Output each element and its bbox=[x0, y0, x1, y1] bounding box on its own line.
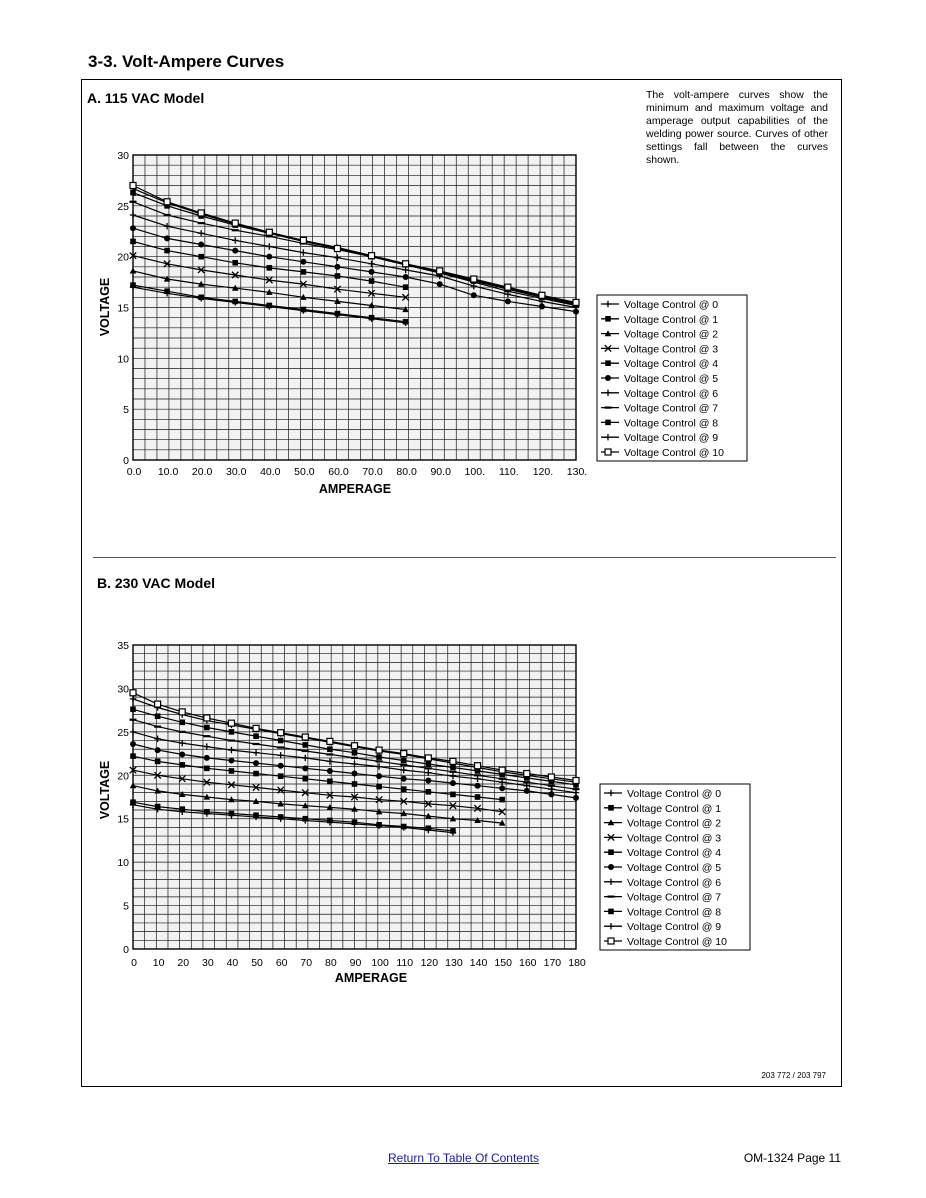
chart-a-legend-label: Voltage Control @ 2 bbox=[624, 328, 719, 341]
chart-b-legend-label: Voltage Control @ 1 bbox=[627, 802, 722, 815]
chart-a-data-point bbox=[232, 248, 238, 254]
chart-a-x-tick-label: 70.0 bbox=[362, 466, 383, 478]
chart-b-data-point bbox=[352, 750, 358, 756]
chart-b-data-point bbox=[130, 741, 136, 747]
chart-b-legend-marker bbox=[608, 805, 614, 811]
chart-b-data-point bbox=[204, 725, 210, 731]
chart-b-y-axis-title: VOLTAGE bbox=[98, 760, 112, 820]
chart-b-data-point bbox=[253, 771, 259, 777]
chart-a-y-tick-label: 15 bbox=[117, 302, 129, 315]
chart-b-legend-marker bbox=[608, 909, 614, 915]
chart-a-x-tick-label: 120. bbox=[532, 466, 554, 478]
chart-b-data-point bbox=[450, 792, 456, 798]
chart-a-data-point bbox=[369, 278, 375, 284]
chart-b-data-point bbox=[401, 776, 407, 782]
chart-a-data-point bbox=[505, 284, 511, 290]
chart-b-data-point bbox=[253, 725, 259, 731]
chart-a-data-point bbox=[335, 273, 341, 279]
chart-b-legend-label: Voltage Control @ 7 bbox=[627, 891, 722, 904]
chart-b-data-point bbox=[450, 780, 456, 786]
chart-b-data-point bbox=[204, 755, 210, 761]
chart-a-legend-label: Voltage Control @ 4 bbox=[624, 358, 719, 371]
chart-b-data-point bbox=[155, 701, 161, 707]
chart-a-x-tick-label: 80.0 bbox=[396, 466, 417, 478]
chart-a-data-point bbox=[403, 284, 409, 290]
chart-a-data-point bbox=[437, 281, 443, 287]
chart-b-data-point bbox=[130, 706, 136, 712]
chart-b-data-point bbox=[229, 729, 235, 735]
chart-a-legend-label: Voltage Control @ 5 bbox=[624, 373, 719, 385]
chart-b-data-point bbox=[352, 743, 358, 749]
chart-a-data-point bbox=[334, 264, 340, 270]
chart-a-data-point bbox=[334, 246, 340, 252]
chart-b-x-tick-label: 90 bbox=[349, 957, 362, 969]
chart-a-x-tick-label: 40.0 bbox=[260, 466, 281, 478]
chart-a-legend-label: Voltage Control @ 9 bbox=[624, 432, 719, 445]
chart-a-x-tick-label: 0.0 bbox=[126, 466, 142, 478]
chart-a-data-point bbox=[471, 276, 477, 282]
chart-b-x-tick-label: 100 bbox=[371, 957, 389, 969]
chart-a-legend-label: Voltage Control @ 8 bbox=[624, 417, 719, 430]
chart-b-data-point bbox=[327, 779, 333, 785]
chart-b-data-point bbox=[302, 742, 308, 748]
chart-a-data-point bbox=[573, 299, 579, 305]
chart-a-data-point bbox=[335, 311, 341, 317]
chart-a-legend-marker bbox=[605, 360, 611, 366]
chart-b-data-point bbox=[302, 816, 308, 822]
chart-b-legend-label: Voltage Control @ 0 bbox=[627, 788, 722, 800]
chart-b-data-point bbox=[155, 747, 161, 753]
chart-b-data-point bbox=[228, 720, 234, 726]
chart-b-data-point bbox=[352, 771, 358, 777]
chart-b-data-point bbox=[401, 751, 407, 757]
chart-b-data-point bbox=[401, 786, 407, 792]
chart-a-legend-label: Voltage Control @ 1 bbox=[624, 313, 719, 326]
chart-b-y-tick-label: 10 bbox=[117, 857, 129, 870]
chart-b-data-point bbox=[376, 784, 382, 790]
chart-a-data-point bbox=[369, 315, 375, 321]
chart-b-legend-label: Voltage Control @ 4 bbox=[627, 847, 722, 860]
chart-a-group bbox=[98, 150, 747, 496]
chart-a-y-tick-label: 0 bbox=[123, 455, 129, 467]
document-number: 203 772 / 203 797 bbox=[761, 1071, 826, 1080]
chart-b-data-point bbox=[204, 715, 210, 721]
chart-b-data-point bbox=[130, 799, 136, 805]
chart-a-x-tick-label: 90.0 bbox=[430, 466, 451, 478]
chart-b-x-axis-title: AMPERAGE bbox=[334, 971, 408, 985]
chart-a-data-point bbox=[301, 307, 307, 313]
chart-b-data-point bbox=[401, 824, 407, 830]
chart-a-data-point bbox=[403, 261, 409, 267]
chart-b-data-point bbox=[352, 819, 358, 825]
chart-b-data-point bbox=[228, 758, 234, 764]
chart-b-legend-label: Voltage Control @ 6 bbox=[627, 876, 722, 889]
section-title: 3-3. Volt-Ampere Curves bbox=[88, 52, 285, 71]
chart-b-data-point bbox=[327, 768, 333, 774]
chart-a-legend-label: Voltage Control @ 6 bbox=[624, 387, 719, 400]
chart-b-y-tick-label: 20 bbox=[117, 770, 129, 783]
chart-b-data-point bbox=[425, 755, 431, 761]
chart-b-data-point bbox=[253, 733, 259, 739]
chart-a-x-tick-label: 110. bbox=[499, 466, 519, 478]
chart-b-x-tick-label: 170 bbox=[543, 957, 562, 969]
chart-a-legend-label: Voltage Control @ 0 bbox=[624, 299, 719, 311]
chart-a-legend-marker bbox=[605, 420, 611, 426]
chart-b-data-point bbox=[179, 751, 185, 757]
chart-b-data-point bbox=[179, 806, 185, 812]
chart-a-data-point bbox=[232, 220, 238, 226]
chart-a-data-point bbox=[232, 260, 238, 266]
chart-b-data-point bbox=[499, 785, 505, 791]
chart-b-data-point bbox=[130, 690, 136, 696]
chart-b-y-tick-label: 35 bbox=[117, 640, 129, 652]
chart-b-x-tick-label: 80 bbox=[325, 957, 337, 969]
chart-a-data-point bbox=[164, 248, 170, 254]
chart-a-x-tick-label: 130. bbox=[566, 466, 588, 478]
chart-b-x-tick-label: 120 bbox=[420, 957, 439, 969]
chart-a-y-tick-label: 10 bbox=[117, 353, 129, 366]
chart-b-data-point bbox=[253, 760, 259, 766]
chart-a-x-tick-label: 30.0 bbox=[226, 466, 247, 478]
chart-a-data-point bbox=[267, 265, 273, 271]
chart-a-y-tick-label: 20 bbox=[117, 251, 129, 264]
chart-b-x-tick-label: 30 bbox=[201, 957, 214, 969]
chart-a-x-tick-label: 10.0 bbox=[157, 466, 179, 478]
chart-b-legend-marker bbox=[608, 864, 614, 870]
chart-b-x-tick-label: 180 bbox=[568, 957, 586, 969]
chart-a-legend-marker bbox=[605, 316, 611, 322]
chart-b-data-point bbox=[204, 809, 210, 815]
chart-a-data-point bbox=[164, 235, 170, 241]
chart-b-data-point bbox=[426, 825, 432, 831]
chart-b-x-tick-label: 40 bbox=[226, 957, 239, 969]
chart-a-x-tick-label: 100. bbox=[464, 466, 485, 478]
chart-a-data-point bbox=[301, 269, 307, 275]
chart-a-y-tick-label: 5 bbox=[123, 404, 129, 417]
chart-b-x-tick-label: 140 bbox=[469, 957, 488, 969]
chart-b-x-tick-label: 50 bbox=[251, 957, 263, 969]
chart-a-data-point bbox=[471, 292, 477, 298]
chart-a-data-point bbox=[130, 282, 136, 288]
chart-b-x-tick-label: 70 bbox=[300, 957, 313, 969]
chart-b-legend-marker bbox=[608, 849, 614, 855]
chart-b-y-tick-label: 15 bbox=[117, 813, 129, 826]
chart-a-data-point bbox=[198, 210, 204, 216]
chart-b-data-point bbox=[130, 753, 136, 759]
chart-a-legend-marker bbox=[605, 449, 611, 455]
chart-b-data-point bbox=[425, 777, 431, 783]
page-number: OM-1324 Page 11 bbox=[743, 1151, 841, 1165]
chart-b-x-tick-label: 20 bbox=[177, 957, 190, 969]
chart-b-data-point bbox=[155, 804, 161, 810]
chart-a-x-tick-label: 20.0 bbox=[191, 466, 213, 478]
chart-b-data-point bbox=[475, 783, 481, 789]
chart-b-data-point bbox=[229, 811, 235, 817]
chart-b-data-point bbox=[155, 759, 161, 765]
chart-a-data-point bbox=[198, 254, 204, 260]
chart-b-data-point bbox=[302, 765, 308, 771]
chart-b-data-point bbox=[229, 768, 235, 774]
chart-b-data-point bbox=[475, 763, 481, 769]
chart-b-x-tick-label: 130 bbox=[445, 957, 463, 969]
chart-a-x-tick-label: 50.0 bbox=[294, 466, 315, 478]
chart-b-y-tick-label: 0 bbox=[123, 944, 129, 956]
chart-b-data-point bbox=[327, 738, 333, 744]
chart-b-data-point bbox=[499, 767, 505, 773]
chart-a-data-point bbox=[266, 254, 272, 260]
chart-a-data-point bbox=[130, 183, 136, 189]
chart-b-x-tick-label: 110 bbox=[396, 957, 414, 969]
chart-b-data-point bbox=[376, 822, 382, 828]
chart-b-data-point bbox=[426, 789, 432, 795]
chart-b-x-tick-label: 60 bbox=[275, 957, 288, 969]
chart-a-data-point bbox=[266, 229, 272, 235]
chart-a-data-point bbox=[505, 298, 511, 304]
chart-b-data-point bbox=[278, 730, 284, 736]
chart-a-y-tick-label: 25 bbox=[117, 200, 129, 213]
chart-b-data-point bbox=[327, 746, 333, 752]
chart-b-data-point bbox=[327, 818, 333, 824]
chart-b-data-point bbox=[376, 773, 382, 779]
description-text: The volt-ampere curves show the minimum and maximum voltage and amperage output capabilities of the welding power source. Curves of other settings fall between the curves shown. bbox=[646, 89, 828, 166]
chart-a-legend-label: Voltage Control @ 3 bbox=[624, 343, 719, 356]
chart-b-data-point bbox=[524, 771, 530, 777]
chart-a-y-tick-label: 30 bbox=[117, 150, 129, 162]
chart-a-legend-marker bbox=[605, 375, 611, 381]
chart-b-x-tick-label: 0 bbox=[131, 957, 137, 969]
chart-b-data-point bbox=[253, 812, 259, 818]
chart-a-data-point bbox=[437, 268, 443, 274]
chart-b-data-point bbox=[352, 781, 358, 787]
chart-b-data-point bbox=[475, 794, 481, 800]
table-of-contents-link[interactable]: Return To Table Of Contents bbox=[388, 1151, 539, 1165]
chart-a-data-point bbox=[300, 237, 306, 243]
chart-b-data-point bbox=[179, 720, 185, 726]
chart-b-legend-label: Voltage Control @ 2 bbox=[627, 817, 722, 830]
chart-a-x-axis-title: AMPERAGE bbox=[318, 482, 392, 496]
chart-a-data-point bbox=[130, 239, 136, 245]
chart-a-data-point bbox=[164, 288, 170, 294]
chart-b-data-point bbox=[278, 738, 284, 744]
chart-a-data-point bbox=[539, 292, 545, 298]
chart-b-data-point bbox=[278, 773, 284, 779]
chart-b-y-tick-label: 5 bbox=[123, 900, 129, 913]
chart-b-legend-label: Voltage Control @ 3 bbox=[627, 832, 722, 845]
chart-b-data-point bbox=[302, 734, 308, 740]
chart-a-data-point bbox=[198, 241, 204, 247]
chart-a-data-point bbox=[403, 319, 409, 325]
chart-b-data-point bbox=[426, 761, 432, 767]
chart-a-legend-label: Voltage Control @ 7 bbox=[624, 402, 719, 415]
chart-a-y-axis-title: VOLTAGE bbox=[98, 277, 112, 337]
chart-b-data-point bbox=[548, 774, 554, 780]
chart-b-legend-label: Voltage Control @ 9 bbox=[627, 921, 722, 934]
chart-b-legend-label: Voltage Control @ 5 bbox=[627, 862, 722, 874]
chart-a-legend-label: Voltage Control @ 10 bbox=[624, 447, 724, 459]
chart-a-title: A. 115 VAC Model bbox=[87, 90, 205, 106]
chart-a-data-point bbox=[198, 295, 204, 301]
chart-b-data-point bbox=[179, 762, 185, 768]
chart-b-data-point bbox=[450, 758, 456, 764]
chart-a-data-point bbox=[403, 274, 409, 280]
chart-a-x-tick-label: 60.0 bbox=[328, 466, 349, 478]
chart-b-y-tick-label: 25 bbox=[117, 726, 129, 739]
chart-b-data-point bbox=[401, 758, 407, 764]
chart-b-data-point bbox=[302, 776, 308, 782]
chart-b-data-point bbox=[155, 713, 161, 719]
chart-a-data-point bbox=[369, 269, 375, 275]
chart-b-y-tick-label: 30 bbox=[117, 683, 129, 696]
chart-b-legend-label: Voltage Control @ 10 bbox=[627, 936, 727, 948]
chart-b-group bbox=[98, 640, 750, 985]
chart-b-data-point bbox=[278, 763, 284, 769]
chart-b-data-point bbox=[278, 814, 284, 820]
chart-b-legend-label: Voltage Control @ 8 bbox=[627, 906, 722, 919]
chart-a-data-point bbox=[267, 303, 273, 309]
chart-a-data-point bbox=[164, 199, 170, 205]
chart-b-data-point bbox=[499, 797, 505, 803]
chart-a-data-point bbox=[369, 253, 375, 259]
chart-b-data-point bbox=[573, 777, 579, 783]
chart-a-data-point bbox=[300, 259, 306, 265]
chart-b-legend-marker bbox=[608, 938, 614, 944]
chart-b-data-point bbox=[179, 709, 185, 715]
chart-b-legend bbox=[600, 784, 750, 950]
chart-b-data-point bbox=[204, 766, 210, 772]
chart-b-x-tick-label: 160 bbox=[519, 957, 537, 969]
chart-b-data-point bbox=[376, 754, 382, 760]
chart-a-legend bbox=[597, 295, 747, 461]
chart-b-data-point bbox=[450, 828, 456, 834]
chart-a-data-point bbox=[232, 299, 238, 305]
chart-b-title: B. 230 VAC Model bbox=[97, 575, 215, 591]
chart-b-data-point bbox=[376, 747, 382, 753]
chart-a-data-point bbox=[130, 225, 136, 231]
chart-b-x-tick-label: 150 bbox=[494, 957, 512, 969]
chart-b-x-tick-label: 10 bbox=[152, 957, 165, 969]
